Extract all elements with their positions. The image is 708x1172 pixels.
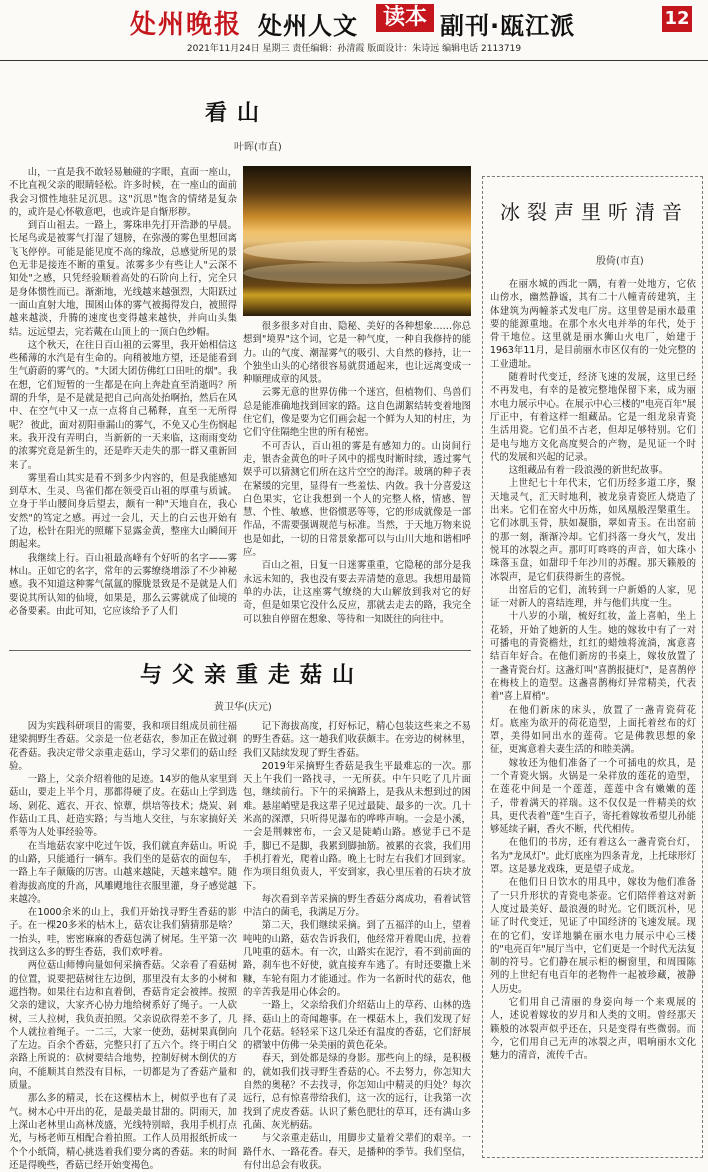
paragraph: 每次看到辛苦采摘的野生香菇分离成功，看着试管中洁白的菌毛，我满足万分。 xyxy=(243,893,471,919)
paragraph: 在他们新床的床头，放置了一盏青瓷荷花灯。底座为欲开的荷花造型，上面托着丝布的灯罩，美得如同出水的莲荷。它是佛教思想的象征，更寓意着夫妻生活的和睦美满。 xyxy=(490,704,696,756)
paragraph: 在他们日日饮水的用具中，嫁妆为他们准备了一只升形状的青瓷电茶壶。它们陪伴着这对新人度过最美好、最浪漫的时光。它们既沉朴，见证了时代变迁，见证了中国经济的飞速发展。现在的它们，安详地躺在丽水电力展示中心三楼的"电亮百年"展厅当中，它们更是一个时代无法复制的符号。它们静在展示柜的橱窗里，和周围陈列的上世纪有电百年的老物件一起被珍藏，被静人历史。 xyxy=(490,877,696,995)
paragraph: 云雾无意的世界仿佛一个迷宫，但植物们、鸟兽们总是能准确地找到回家的路。这自色湖絮结转变着地图住它们，像是要为它们画会起一个鲜为人知的村庄，为它们守住隔绝尘世的所有秘密。 xyxy=(243,387,471,439)
masthead xyxy=(0,0,708,40)
paragraph: 嫁妆还为他们准备了一个可插电的炊具，是一个青瓷火锅。火锅是一朵祥放的莲花的造型，在莲花中间是一个莲莲，莲莲中含有嫩嫩的莲子，带着满天的祥瑞。这不仅仅是一件精美的炊具，更代表着"莲"生百子，寄托着嫁妆希望儿孙能够延续子嗣，香火不断，代代相传。 xyxy=(490,757,696,836)
paragraph: 记下海拔高度，打好标记，精心包装这些来之不易的野生香菇。这一趟我们收获颇丰。在旁边的树林里，我们又陆续发现了野生香菇。 xyxy=(243,721,471,759)
article-column xyxy=(490,278,696,1063)
paragraph: 在1000余米的山上，我们开始找寻野生香菇的影子。在一棵20多米的枯木上，菇农让我们猜猜那是啥？一抬头，哇，密密麻麻的香菇包满了树尾。生平第一次找到这么多的野生香菇，我们欢呼着。 xyxy=(9,907,237,959)
paragraph: 我继续上行。百山祖最高峰有个好听的名字——雾林山。正如它的名字，常年的云雾缭绕增添了不少神秘感。我不知道这种雾气氤氲的朦胧景致是不是就是人们要说其所认知的仙境，如果是，那么云雾就成了仙境的必备要素。由此可知，它应该给予了人们 xyxy=(9,552,237,617)
paragraph: 这组藏品有着一段浪漫的新世纪故事。 xyxy=(508,465,669,477)
paragraph: 它们用自己清丽的身姿向每一个来观展的人，述说着嫁妆的岁月和人类的文明。曾经那天籁般的冰裂声似乎还在，只是变得有些微弱。而今，它们用自己无声的冰裂之声，唱响丽水文化魅力的清音，流传千古。 xyxy=(490,997,696,1062)
paragraph: 在当地菇农家中吃过午饭，我们就直奔菇山。听说的山路，只能通行一辆车。我们坐的是菇农的面包车，一路上车子颠簸的厉害。山越来越陡，天越来越窄。随着海拔高度的升高，风雕飕地往衣服里灌，身子感觉越来越冷。 xyxy=(9,840,237,905)
column-title: 处州人文 xyxy=(258,12,358,40)
article-column xyxy=(9,166,237,618)
paragraph: 2019年采摘野生香菇是我生平最难忘的一次。那天上午我们一路找寻，一无所获。中午只吃了几片面包，继续前行。下午的采摘路上，是我从未想到过的困难。悬崖峭壁是我这辈子见过最陡、最多的一次。几十米高的深潭，只听得见瀑布的哗哗声响。一会是小溪，一会是荆棘密布，一会又是陡峭山路。感觉手已不是手，脚已不是脚，我累到脚抽筋。被累的衣裳，我们用手机打着光，爬着山路。晚上七时左右我们才回到家。作为项目组负责人，平安到家，我心里压着的石块才放下。 xyxy=(243,760,471,892)
paper-name: 处州晚报 xyxy=(130,10,243,40)
paragraph: 一路上，父亲介绍着他的足迹。14岁的他从家里到菇山，要走上半个月，那都得硬了皮。在菇山上学到选场、剁花、遮衣、开衣、惊蕈，烘培等技术；烧炭、剁作菇山工具、赶造实路；与当地人交往，与东家搞好关系等为人处事经验等。 xyxy=(9,774,237,839)
paragraph: 与父亲重走菇山，用脚步丈量着父辈们的艰辛。一路仟水、一路花香。春天，是播种的季节。我们坚信，有付出总会有收获。 xyxy=(243,1133,471,1171)
paragraph: 春天，到处都是绿的身影。那些向上的绿，是积极的，就如我们找寻野生香菇的心。不去努力，你怎知大自然的奥秘？不去找寻，你怎知山中精灵的归处？每次远行，总有惊喜带给我们，这一次的远行，让我第一次找到了虎皮香菇。认识了紫色肥壮的草耳，还有满山多孔菌、灰光柄菇。 xyxy=(243,1053,471,1131)
paragraph: 那么多的精灵，长在这棵枯木上，树似乎也有了灵气。树木心中开出的花，是最美最甘甜的。阴雨天，加上深山老林里山高林茂盛，光线特别暗，我用手机打点光，与杨老师互相配合着拍照。工作人员用报纸折成一个个小纸筒，精心挑选着我们要分离的香菇。来的时间还是得晚些，香菇已经开始变褐色。 xyxy=(9,1093,237,1171)
page-number-badge: 12 xyxy=(662,6,692,32)
article-column xyxy=(243,320,471,626)
paragraph: 十八岁的小瑞，梳好红妆，盖上喜帕，坐上花轿，开始了她新的人生。她的嫁妆中有了一对可播电的青瓷檐灶，红红的蜡烛将流淌，寓意喜结百年好合。在他们新房的书桌上，嫁妆放置了一盏青瓷台灯。这盏灯叫"喜鹊报捷灯"，是喜鹊停在梅枝上的造型。这盏喜鹊梅灯异常精美，代表着"喜上眉梢"。 xyxy=(490,611,696,703)
article-column xyxy=(9,720,237,1172)
article-byline: 黄卫华(庆元) xyxy=(214,702,272,713)
paragraph: 一路上，父亲给我们介绍菇山上的草药、山林的选择、菇山上的奇闻趣事。在一棵菇木上，我们发现了好几个花菇。轻轻采下这几朵还有温度的香菇，它们舒展的褶皱中仿佛一朵美丽的黄色花朵。 xyxy=(243,1000,471,1052)
column-title-badge: 读本 xyxy=(376,4,434,32)
paragraph: 百山之祖，日复一日迷雾重重，它隐秘的部分是我永远未知的，我也没有要去弄清楚的意思。我想用最简单的办法，让这座雾气缭绕的大山解放到我对它的好奇，但是如果它没什么反应，那就去走去的路，我完全可以独自停留在想象、等待和一知既往的向往中。 xyxy=(243,560,471,625)
paragraph: 因为实践科研项目的需要，我和项目组成员前往福建梁拥野生香菇。父亲是一位老菇农，参加正在做过剃花香菇。我决定带父亲重走菇山，学习父辈们的菇山经验。 xyxy=(9,721,237,772)
paragraph: 随着时代变迁，经济飞速的发展，这里已经不再发电，有幸的是被完整地保留下来，成为丽水电力展示中心。在展示中心三楼的"电亮百年"展厅正中，有着这样一组藏品。它是一组龙泉青瓷生活用瓷。它们虽不古老，但却足够特别。它们是电与地方文化高度契合的产物，是见证一个时代的发展和兴起的记录。 xyxy=(490,372,696,463)
article-byline: 殷倚(市直) xyxy=(596,256,644,267)
paragraph: 上世纪七十年代末，它们历经多道工序，聚天地灵气，汇天时地利，被龙泉青瓷匠人烧造了出来。它们在窑火中历炼，如凤凰般涅槃重生。它们冰肌玉骨，肤如凝脂，翠如青玉。在出窑前的那一刻，渐渐冷却。它们抖落一身火气，发出悦耳的冰裂之声。那叮叮咚咚的声音，如大珠小珠落玉盘，如甜印千年沙川的苏醒。那天籁般的冰裂声，是它们获得新生的喜悦。 xyxy=(490,478,696,583)
paragraph: 在他们的书房，还有着这么一盏青瓷台灯，名为"龙凤灯"。此灯底座为四条青龙，上托球形灯罩。这是暴龙戏珠，更是望子成龙。 xyxy=(490,837,696,876)
paragraph: 山，一直是我不敢轻易触碰的字眼，直面一座山，不比直视父亲的眼睛轻松。许多时候，在一座山的面前我会习惯性地驻足沉思。这"沉思"饱含的情绪是复杂的，或许是心怀敬意吧，也或许是自惭形秽。 xyxy=(9,167,237,218)
paragraph: 两位菇山师傅向量如何采摘香菇。父亲看了看菇树的位置，说要把菇树往左边倒，那里没有太多的小树和遮挡物。如果往右边和直着倒，香菇肯定会被摔。按照父亲的建议，大家齐心协力地给树系好了绳子。一人砍树，三人拉树，我负责拍照。父亲说砍得差不多了，几个人就拉着绳子。一二三，大家一使劲，菇树果真倒向了左边。百余个香菇，完整只打了五六个。终于明白父亲路上所说的：砍树要结合地势，控制好树木倒伏的方向，不能顺其自然没有目标，一切都是为了香菇产量和质量。 xyxy=(9,960,237,1092)
paragraph: 在丽水城的西北一隅，有着一处地方，它依山傍水，幽然静谧，其有二十八幢青砖建筑，主体建筑为两幢茶式发电厂房。这里曾是丽水最重要的能源重地。在那个水火电并举的年代，处于骨干地位。这里就是丽水狮山火电厂，始建于1963年11月，是目前丽水市区仅有的一处完整的工业遗址。 xyxy=(490,279,696,370)
paragraph: 这个秋天，在往日百山祖的云雾里，我开始相信这些稀薄的水汽是有生命的。向稍被地方望，还是能看到生气蔚蔚的雾气的。"大团大团仿佛红口田吐的烟"。我在想，它们短暂的一生都是在向上奔赴直至消逝吗？所谓的升华，是不是就是把自己向高处抬啊抬，然后在风中、在空气中又一点一点将自己稀释，直至一无所得呢？ 彼此，面对初阳垂漏山的雾气，不免又心生伤悯起来。我开没有弄明白，当新新的一天来临，这雨雨变幼的浓雾究竟是新生的，还是昨天走失的那一群又重新回来了。 xyxy=(9,339,237,471)
divider xyxy=(9,650,471,652)
dateline: 2021年11月24日 星期三 责任编辑：孙清霞 版面设计：朱诗远 编辑电话 2113719 xyxy=(0,40,708,61)
section-title: 副刊·瓯江派 xyxy=(440,12,576,40)
paragraph: 第二天，我们继续采摘。到了五福洋的山上，望着吨吨的山路，菇农告诉我们，他经常开着爬山虎，拉着几吨重的菇木。有一次，山路实在泥泞，看不到前面的路，刹车也不好使，就直接弃车逃了。有时还要撒上米糠，车轮有阻力才能通过。作为一名新时代的菇农，他的辛苦我是用心体会的。 xyxy=(243,920,471,998)
paragraph: 到百山祖去。一路上，雾珠串先打开浩渺的早晨。长尾鸟或是被雾气打湿了翅膀，在弥漫的雾色里想回离飞飞停停。可能是能见度不高的缘故，总感觉所见的景色无非是接连不断的重复。浓雾多少有些让人"云深不知处"之感，只凭经验顺着高处的石阶向上行，完全只是身体惯性而已。渐渐地，光线越来越强烈，大阳跃过一面山直射大地，围困山体的雾气被揭得发白，被照得越来越淡，升腾的速度也变得越来越快，并向山头集结。远远望去，完若戴在山顶上的一顶白色纱帽。 xyxy=(9,220,237,338)
paragraph: 雾里看山其实是看不到多少内容的，但是我能感知到草木、生灵、鸟雀们都在领受百山祖的厚重与质诚。立身于半山腰间身后望去，颇有一种"天地自在，我心安然"的笃定之感。再过一会儿，天上的白云也开始有了边，松针在阳光的照耀下显露金黄，整座大山瞬间开朗起来。 xyxy=(9,472,237,551)
article-title: 看山 xyxy=(205,100,270,126)
paragraph: 不可否认，百山祖的雾是有感知力的。山岗间行走，银杏金黄色的叶子风中的摇曳时断时续，透过雾气娱乎可以猜测它们所在这片空空的海洋。玻璃的种子表在紧缓的完里，显得有一些羞怯、内敛。我十分喜爱这白色果实，它让我想到一个人的完整人格，情感、智慧、个性、敏感、世俗惯恶等等，它的形成就像是一部作品，不需要强调规范与标准。当然，于天地万物来说也是如此，一切的日常景象都可以与山川大地和谐相呼应。 xyxy=(243,440,471,559)
article-title: 冰裂声里听清音 xyxy=(500,200,689,224)
mountain-photo xyxy=(243,166,471,316)
paragraph: 出窑后的它们，流转到一户新婚的人家，见证一对新人的喜结连理，并与他们共度一生。 xyxy=(490,584,696,610)
article-title: 与父亲重走菇山 xyxy=(140,662,365,688)
paragraph: 很多很多对自由、隐秘、美好的各种想象……你总想到"境界"这个词，它是一种气度，一种自我修持的能力。山的气度、潮湿雾气的吸引、大自然的修持，让一个独坐山头的心绪很容易就贯通起来，也让远离变成一种顺理成章的风景。 xyxy=(243,321,471,386)
article-byline: 叶晖(市直) xyxy=(234,142,282,153)
article-column xyxy=(243,720,471,1172)
